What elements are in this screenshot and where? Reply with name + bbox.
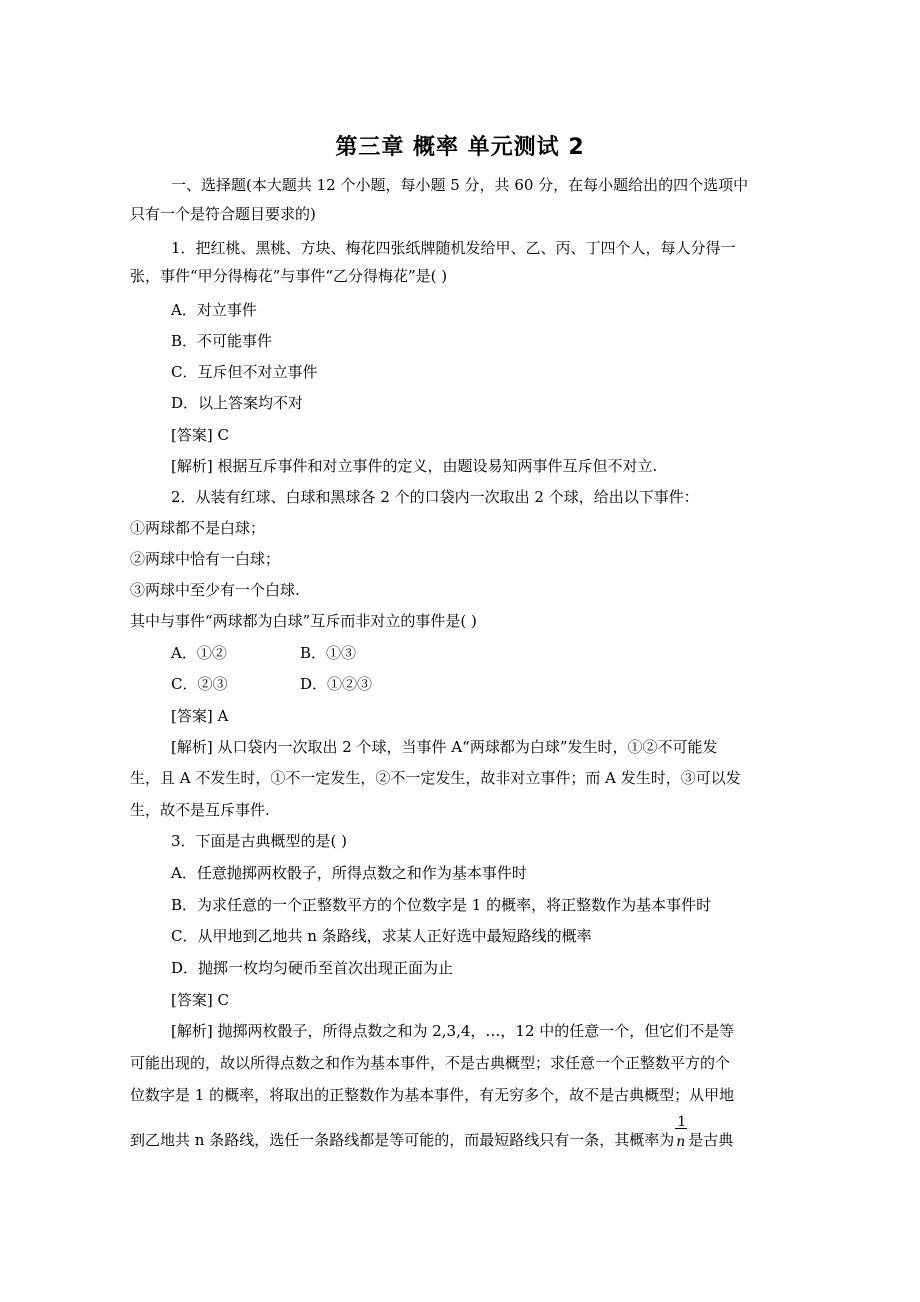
- q3-analysis-line4-text: 到乙地共 n 条路线，选任一条路线都是等可能的，而最短路线只有一条，其概率为: [130, 1131, 675, 1149]
- q2-option-b: B．①③: [300, 644, 357, 662]
- q3-answer: [答案] C: [171, 991, 229, 1009]
- q1-option-a: A．对立事件: [171, 301, 257, 319]
- q2-event-3: ③两球中至少有一个白球.: [130, 581, 300, 599]
- q2-analysis-line3: 生，故不是互斥事件.: [130, 801, 270, 819]
- fraction-bar: [675, 1128, 687, 1129]
- q3-analysis-line3: 位数字是 1 的概率，将取出的正整数作为基本事件，有无穷多个，故不是古典概型；从甲地: [130, 1086, 735, 1104]
- q3-analysis-line2: 可能出现的，故以所得点数之和作为基本事件，不是古典概型；求任意一个正整数平方的个: [130, 1054, 731, 1072]
- q2-option-d: D．①②③: [300, 675, 373, 693]
- q2-event-1: ①两球都不是白球；: [130, 519, 266, 537]
- q2-answer: [答案] A: [171, 707, 229, 725]
- q3-stem: 3．下面是古典概型的是( ): [171, 832, 348, 850]
- q1-option-c: C．互斥但不对立事件: [171, 363, 318, 381]
- q1-option-d: D．以上答案均不对: [171, 394, 304, 412]
- q2-event-2: ②两球中恰有一白球；: [130, 550, 281, 568]
- fraction-one-over-n: [675, 1114, 687, 1150]
- section-heading-line2: 只有一个是符合题目要求的): [130, 205, 316, 223]
- q2-option-c: C．②③: [171, 675, 228, 693]
- q3-analysis-line4: [130, 1114, 734, 1150]
- q1-answer: [答案] C: [171, 426, 229, 444]
- q3-option-d: D．抛掷一枚均匀硬币至首次出现正面为止: [171, 959, 454, 977]
- q2-question: 其中与事件“两球都为白球”互斥而非对立的事件是( ): [130, 612, 477, 630]
- q2-analysis-line1: [解析] 从口袋内一次取出 2 个球，当事件 A“两球都为白球”发生时，①②不可能发: [171, 738, 718, 756]
- q2-option-a: A．①②: [171, 644, 227, 662]
- q1-option-b: B．不可能事件: [171, 332, 273, 350]
- q1-stem-line2: 张，事件“甲分得梅花”与事件“乙分得梅花”是( ): [130, 267, 448, 285]
- fraction-numerator: 1: [677, 1114, 687, 1130]
- q1-analysis: [解析] 根据互斥事件和对立事件的定义，由题设易知两事件互斥但不对立.: [171, 457, 658, 475]
- q3-analysis-line1: [解析] 抛掷两枚骰子，所得点数之和为 2,3,4，…，12 中的任意一个，但它们不是等: [171, 1022, 735, 1040]
- section-heading-line1: 一、选择题(本大题共 12 个小题，每小题 5 分，共 60 分，在每小题给出的四个选项中: [171, 176, 749, 194]
- q3-option-c: C．从甲地到乙地共 n 条路线，求某人正好选中最短路线的概率: [171, 927, 592, 945]
- q3-option-a: A．任意抛掷两枚骰子，所得点数之和作为基本事件时: [171, 864, 527, 882]
- page-title: 第三章 概率 单元测试 2: [335, 135, 585, 160]
- q1-stem-line1: 1．把红桃、黑桃、方块、梅花四张纸牌随机发给甲、乙、丙、丁四个人，每人分得一: [171, 239, 736, 257]
- q2-stem: 2．从装有红球、白球和黑球各 2 个的口袋内一次取出 2 个球，给出以下事件：: [171, 488, 699, 506]
- q2-analysis-line2: 生，且 A 不发生时，①不一定发生，②不一定发生，故非对立事件；而 A 发生时，③可以发: [130, 769, 741, 787]
- q3-option-b: B．为求任意的一个正整数平方的个位数字是 1 的概率，将正整数作为基本事件时: [171, 896, 712, 914]
- fraction-denominator: n: [676, 1134, 686, 1150]
- q3-analysis-line4-end: 是古典: [688, 1131, 734, 1149]
